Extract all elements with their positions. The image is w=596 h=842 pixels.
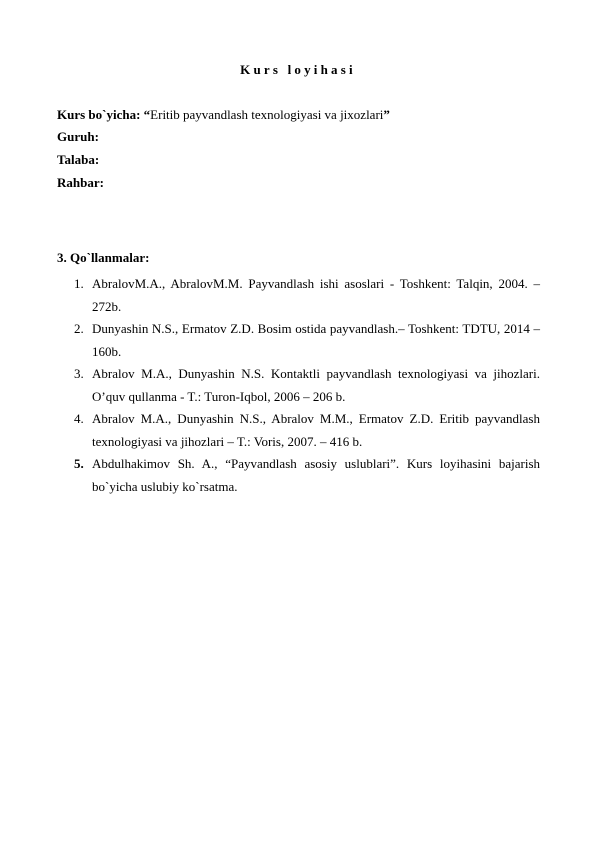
supervisor-field [57, 175, 104, 191]
course-value: Eritib payvandlash texnologiyasi va jixozlari [150, 107, 384, 122]
student-label: Talaba: [57, 152, 100, 167]
item-text: Abralov M.A., Dunyashin N.S., Abralov M.M., Ermatov Z.D. Eritib payvandlash texnologiyasi va jihozlari – T.: Voris, 2007. – 416 b. [92, 411, 540, 449]
course-field [57, 107, 390, 123]
course-close-quote: ” [383, 107, 390, 122]
group-label: Guruh: [57, 129, 99, 144]
list-item [74, 363, 540, 408]
item-number: 4. [74, 411, 84, 426]
supervisor-label: Rahbar: [57, 175, 104, 190]
student-field [57, 152, 99, 168]
course-label: Kurs bo`yicha: [57, 107, 141, 122]
list-item [74, 318, 540, 363]
item-number: 1. [74, 276, 84, 291]
item-number: 5. [74, 456, 84, 471]
page-title: Kurs loyihasi [240, 62, 356, 77]
item-text: AbralovM.A., AbralovM.M. Payvandlash ishi asoslari - Toshkent: Talqin, 2004. – 272b. [92, 276, 540, 314]
references-list [74, 273, 540, 498]
list-item [74, 453, 540, 498]
item-text: Dunyashin N.S., Ermatov Z.D. Bosim ostida payvandlash.– Toshkent: TDTU, 2014 – 160b. [92, 321, 540, 359]
item-number: 3. [74, 366, 84, 381]
item-number: 2. [74, 321, 84, 336]
course-open-quote: “ [143, 107, 151, 122]
item-text: Abdulhakimov Sh. A., “Payvandlash asosiy uslublari”. Kurs loyihasini bajarish bo`yicha uslubiy ko`rsatma. [92, 456, 540, 494]
item-text: Abralov M.A., Dunyashin N.S. Kontaktli payvandlash texnologiyasi va jihozlari. O’quv qullanma - T.: Turon-Iqbol, 2006 – 206 b. [92, 366, 540, 404]
list-item [74, 408, 540, 453]
group-field [57, 129, 99, 145]
list-item [74, 273, 540, 318]
references-heading: 3. Qo`llanmalar: [57, 250, 150, 265]
